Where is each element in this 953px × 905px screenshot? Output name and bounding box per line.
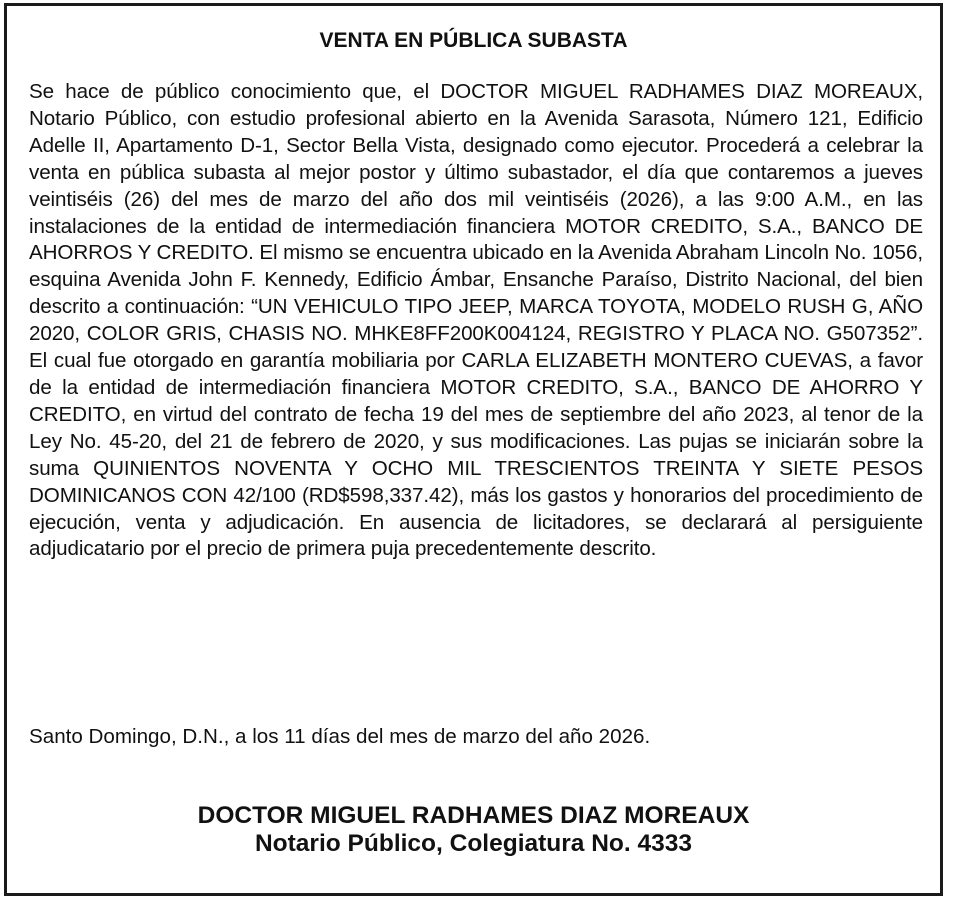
signature-block: [7, 802, 940, 858]
notice-body: Se hace de público conocimiento que, el DOCTOR MIGUEL RADHAMES DIAZ MOREAUX, Notario Público, con estudio profesional abierto en la Avenida Sarasota, Número 121, Edificio Adelle II, Apartamento D-1, Sector Bella Vista, designado como ejecutor. Procederá a celebrar la venta en pública subasta al mejor postor y último subastador, el día que contaremos a jueves veintiséis (26) del mes de marzo del año dos mil veintiséis (2026), a las 9:00 A.M., en las instalaciones de la entidad de intermediación financiera MOTOR CREDITO, S.A., BANCO DE AHORROS Y CREDITO. El mismo se encuentra ubicado en la Avenida Abraham Lincoln No. 1056, esquina Avenida John F. Kennedy, Edificio Ámbar, Ensanche Paraíso, Distrito Nacional, del bien descrito a continuación: “UN VEHICULO TIPO JEEP, MARCA TOYOTA, MODELO RUSH G, AÑO 2020, COLOR GRIS, CHASIS NO. MHKE8FF200K004124, REGISTRO Y PLACA NO. G507352”. El cual fue otorgado en garantía mobiliaria por CARLA ELIZABETH MONTERO CUEVAS, a favor de la entidad de intermediación financiera MOTOR CREDITO, S.A., BANCO DE AHORRO Y CREDITO, en virtud del contrato de fecha 19 del mes de septiembre del año 2023, al tenor de la Ley No. 45-20, del 21 de febrero de 2020, y sus modificaciones. Las pujas se iniciarán sobre la suma QUINIENTOS NOVENTA Y OCHO MIL TRESCIENTOS TREINTA Y SIETE PESOS DOMINICANOS CON 42/100 (RD$598,337.42), más los gastos y honorarios del procedimiento de ejecución, venta y adjudicación. En ausencia de licitadores, se declarará al persiguiente adjudicatario por el precio de primera puja precedentemente descrito.: [29, 80, 923, 561]
legal-notice: [4, 3, 943, 896]
signature-name: DOCTOR MIGUEL RADHAMES DIAZ MOREAUX: [197, 802, 750, 829]
signature-title: Notario Público, Colegiatura No. 4333: [254, 830, 692, 857]
notice-title: VENTA EN PÚBLICA SUBASTA: [319, 29, 628, 52]
notice-closing: Santo Domingo, D.N., a los 11 días del mes de marzo del año 2026.: [29, 725, 651, 748]
